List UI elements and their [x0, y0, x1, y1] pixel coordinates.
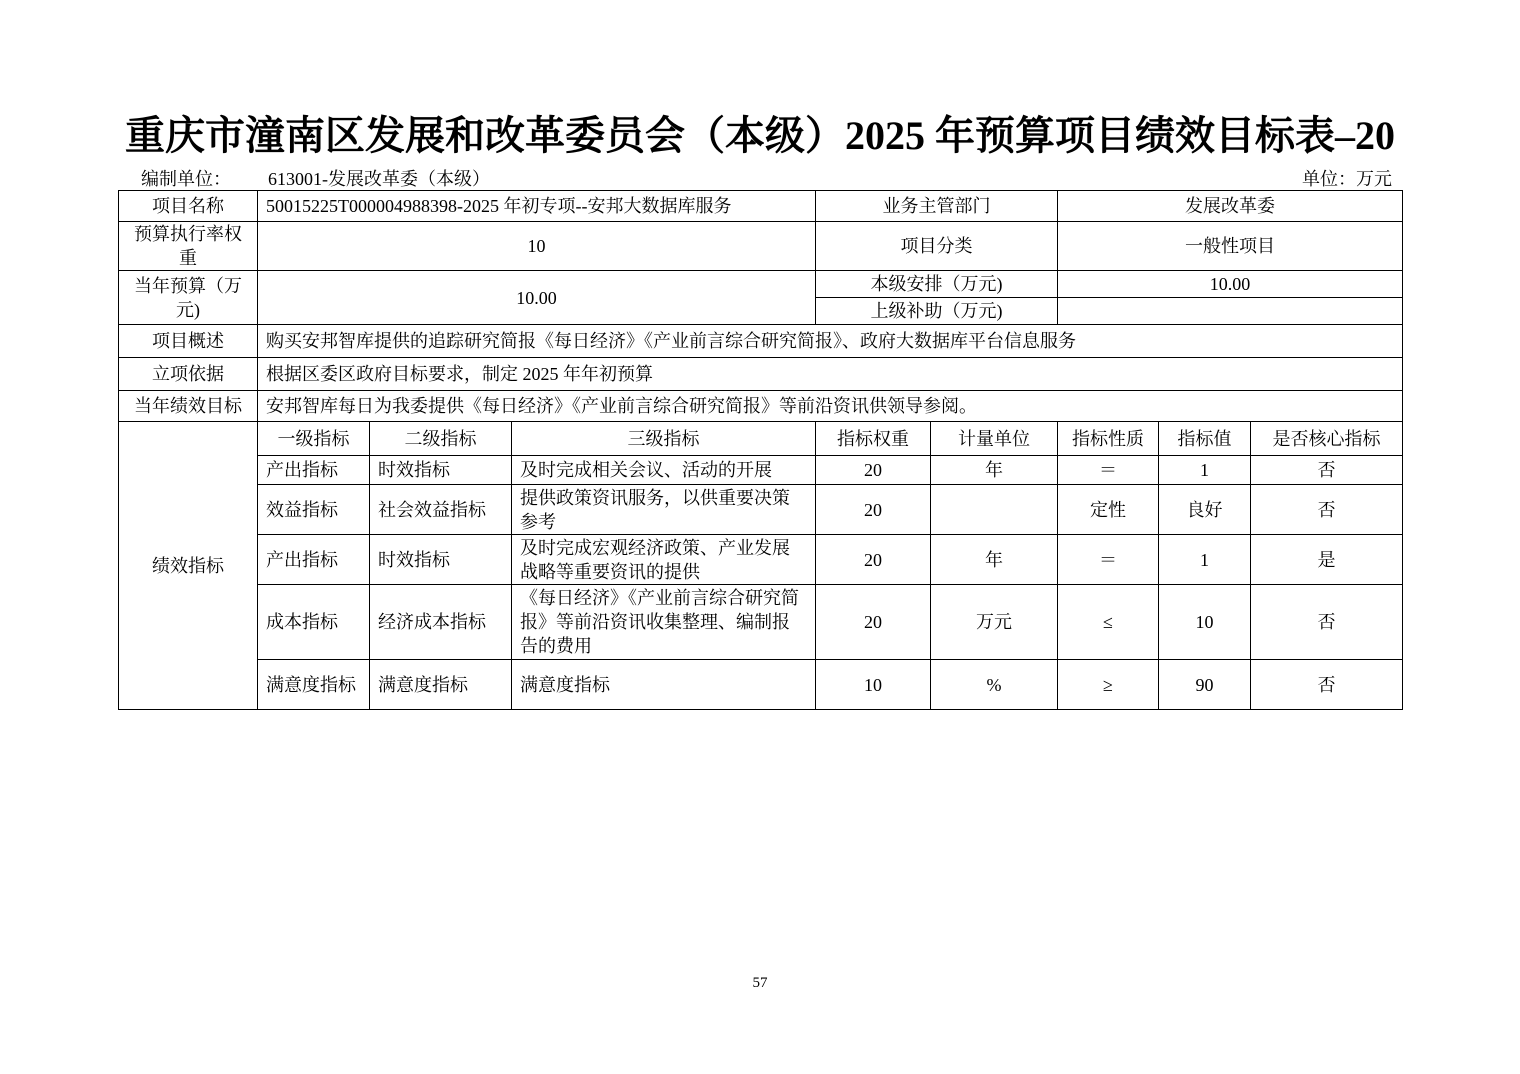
header-level3: 三级指标 — [512, 422, 816, 456]
cell-level3: 及时完成相关会议、活动的开展 — [512, 456, 816, 485]
header-nature: 指标性质 — [1058, 422, 1159, 456]
cell-core: 否 — [1251, 585, 1403, 660]
cell-core: 否 — [1251, 485, 1403, 535]
dept-value: 发展改革委 — [1058, 191, 1403, 222]
cell-level1: 效益指标 — [258, 485, 370, 535]
cell-unit: % — [931, 660, 1058, 710]
cell-level2: 经济成本指标 — [370, 585, 512, 660]
cell-unit — [931, 485, 1058, 535]
cell-level3: 提供政策资讯服务，以供重要决策参考 — [512, 485, 816, 535]
cell-weight: 10 — [816, 660, 931, 710]
header-unit: 计量单位 — [931, 422, 1058, 456]
basis-label: 立项依据 — [119, 358, 258, 391]
cell-value: 良好 — [1159, 485, 1251, 535]
unit-value: 613001-发展改革委（本级） — [268, 169, 490, 189]
table-row — [119, 485, 1403, 535]
row-goal — [119, 391, 1403, 422]
row-basis — [119, 358, 1403, 391]
header-core: 是否核心指标 — [1251, 422, 1403, 456]
upper-value — [1058, 298, 1403, 325]
cell-level2: 社会效益指标 — [370, 485, 512, 535]
performance-table — [118, 190, 1403, 710]
budget-value: 10.00 — [258, 271, 816, 325]
cell-level3: 《每日经济》《产业前言综合研究简报》等前沿资讯收集整理、编制报告的费用 — [512, 585, 816, 660]
table-row — [119, 585, 1403, 660]
header-level1: 一级指标 — [258, 422, 370, 456]
table-row — [119, 456, 1403, 485]
cell-nature: ＝ — [1058, 535, 1159, 585]
header-level2: 二级指标 — [370, 422, 512, 456]
cell-level2: 时效指标 — [370, 456, 512, 485]
cell-level3: 及时完成宏观经济政策、产业发展战略等重要资讯的提供 — [512, 535, 816, 585]
goal-label: 当年绩效目标 — [119, 391, 258, 422]
overview-value: 购买安邦智库提供的追踪研究简报《每日经济》《产业前言综合研究简报》、政府大数据库平台信息服务 — [258, 325, 1403, 358]
row-overview — [119, 325, 1403, 358]
goal-value: 安邦智库每日为我委提供《每日经济》《产业前言综合研究简报》等前沿资讯供领导参阅。 — [258, 391, 1403, 422]
category-label: 项目分类 — [816, 222, 1058, 271]
row-budget — [119, 271, 1403, 298]
row-project-name — [119, 191, 1403, 222]
project-name-label: 项目名称 — [119, 191, 258, 222]
cell-value: 10 — [1159, 585, 1251, 660]
local-label: 本级安排（万元) — [816, 271, 1058, 298]
overview-label: 项目概述 — [119, 325, 258, 358]
indicator-header-row — [119, 422, 1403, 456]
cell-weight: 20 — [816, 485, 931, 535]
basis-value: 根据区委区政府目标要求，制定 2025 年年初预算 — [258, 358, 1403, 391]
cell-level2: 时效指标 — [370, 535, 512, 585]
row-weight — [119, 222, 1403, 271]
cell-nature: ＝ — [1058, 456, 1159, 485]
weight-label: 预算执行率权重 — [119, 222, 258, 271]
cell-nature: ≤ — [1058, 585, 1159, 660]
cell-level3: 满意度指标 — [512, 660, 816, 710]
cell-unit: 年 — [931, 456, 1058, 485]
table-row — [119, 660, 1403, 710]
cell-unit: 万元 — [931, 585, 1058, 660]
header-value: 指标值 — [1159, 422, 1251, 456]
indicators-section-label: 绩效指标 — [119, 422, 258, 710]
cell-nature: ≥ — [1058, 660, 1159, 710]
cell-level1: 产出指标 — [258, 456, 370, 485]
budget-label: 当年预算（万元) — [119, 271, 258, 325]
cell-value: 1 — [1159, 456, 1251, 485]
cell-level1: 满意度指标 — [258, 660, 370, 710]
upper-label: 上级补助（万元) — [816, 298, 1058, 325]
header-weight: 指标权重 — [816, 422, 931, 456]
weight-value: 10 — [258, 222, 816, 271]
cell-level1: 成本指标 — [258, 585, 370, 660]
cell-value: 90 — [1159, 660, 1251, 710]
table-row — [119, 535, 1403, 585]
cell-core: 否 — [1251, 456, 1403, 485]
page-title: 重庆市潼南区发展和改革委员会（本级）2025 年预算项目绩效目标表–20 — [125, 113, 1395, 158]
cell-level2: 满意度指标 — [370, 660, 512, 710]
dept-label: 业务主管部门 — [816, 191, 1058, 222]
cell-weight: 20 — [816, 585, 931, 660]
cell-core: 是 — [1251, 535, 1403, 585]
cell-weight: 20 — [816, 456, 931, 485]
cell-weight: 20 — [816, 535, 931, 585]
currency-label: 单位：万元 — [1302, 169, 1392, 189]
cell-level1: 产出指标 — [258, 535, 370, 585]
category-value: 一般性项目 — [1058, 222, 1403, 271]
cell-core: 否 — [1251, 660, 1403, 710]
cell-nature: 定性 — [1058, 485, 1159, 535]
page-number: 57 — [752, 975, 768, 991]
cell-unit: 年 — [931, 535, 1058, 585]
local-value: 10.00 — [1058, 271, 1403, 298]
cell-value: 1 — [1159, 535, 1251, 585]
project-name-value: 50015225T000004988398-2025 年初专项--安邦大数据库服务 — [258, 191, 816, 222]
unit-label: 编制单位： — [141, 169, 231, 189]
